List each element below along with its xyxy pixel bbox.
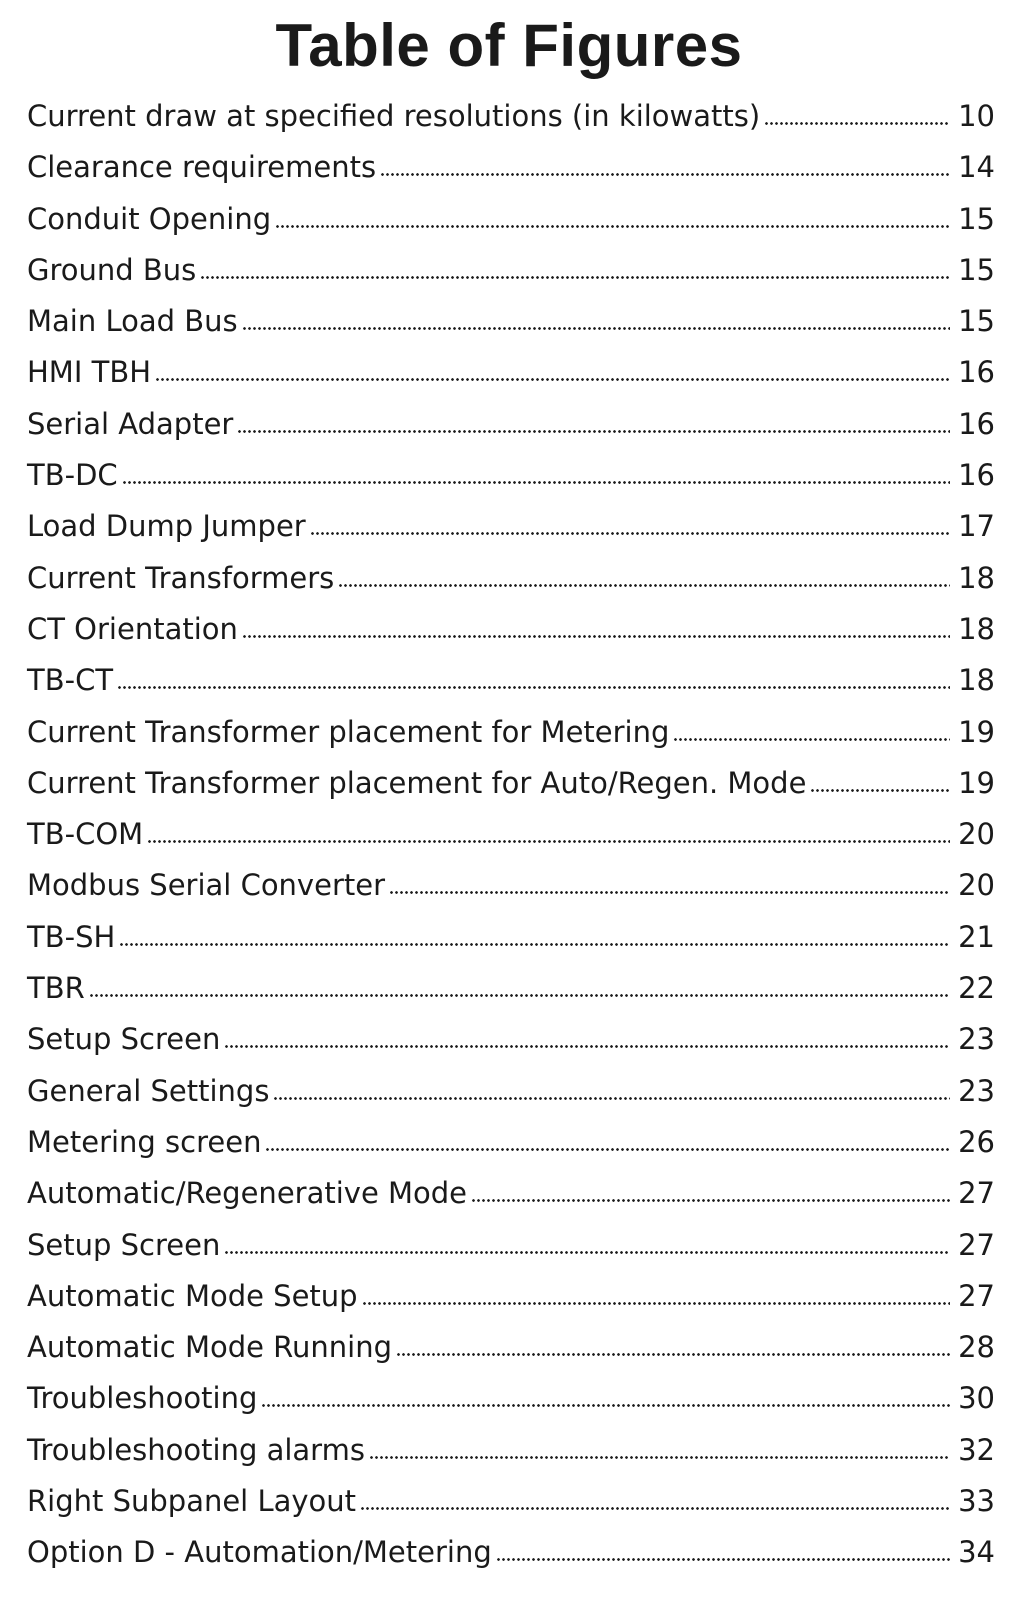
- dot-leader: [389, 889, 950, 896]
- toc-entry[interactable]: [27, 296, 995, 347]
- toc-entry-page-number: 10: [958, 99, 995, 133]
- toc-entry-page-number: 33: [958, 1484, 995, 1519]
- toc-entry-page-number: 16: [958, 355, 995, 390]
- toc-entry-page-number: 16: [958, 406, 995, 441]
- toc-entry[interactable]: [27, 1220, 995, 1271]
- dot-leader: [471, 1197, 950, 1204]
- toc-entry[interactable]: [27, 399, 995, 450]
- toc-entry-label: Setup Screen: [27, 1022, 221, 1057]
- toc-entry-page-number: 18: [958, 663, 995, 698]
- toc-entry[interactable]: [27, 758, 995, 809]
- toc-entry[interactable]: [27, 142, 995, 193]
- dot-leader: [122, 479, 950, 486]
- toc-entry-label: Troubleshooting: [27, 1381, 258, 1416]
- dot-leader: [261, 1402, 950, 1409]
- toc-entry-page-number: 27: [958, 1278, 995, 1313]
- toc-entry-page-number: 32: [958, 1432, 995, 1467]
- toc-entry-page-number: 19: [958, 765, 995, 800]
- toc-entry[interactable]: [27, 963, 995, 1014]
- toc-entry[interactable]: [27, 809, 995, 860]
- toc-entry-page-number: 19: [958, 714, 995, 749]
- toc-entry[interactable]: [27, 1117, 995, 1168]
- toc-entry-page-number: 14: [958, 150, 995, 185]
- dot-leader: [338, 582, 950, 589]
- toc-entry-page-number: 15: [958, 304, 995, 339]
- toc-entry[interactable]: [27, 1476, 995, 1527]
- dot-leader: [396, 1351, 950, 1358]
- toc-entry[interactable]: [27, 194, 995, 245]
- table-of-figures-list: [27, 91, 995, 1579]
- toc-entry[interactable]: [27, 655, 995, 706]
- dot-leader: [673, 736, 950, 743]
- toc-entry[interactable]: [27, 860, 995, 911]
- dot-leader: [380, 171, 950, 178]
- dot-leader: [242, 633, 950, 640]
- dot-leader: [147, 838, 950, 845]
- toc-entry-label: Ground Bus: [27, 252, 197, 287]
- toc-entry-label: Automatic/Regenerative Mode: [27, 1176, 468, 1211]
- toc-entry[interactable]: [27, 91, 995, 142]
- toc-entry[interactable]: [27, 1425, 995, 1476]
- toc-entry[interactable]: [27, 450, 995, 501]
- toc-entry[interactable]: [27, 1168, 995, 1219]
- toc-entry[interactable]: [27, 604, 995, 655]
- toc-entry[interactable]: [27, 245, 995, 296]
- toc-entry-page-number: 28: [958, 1330, 995, 1365]
- dot-leader: [764, 120, 950, 127]
- toc-entry-label: Troubleshooting alarms: [27, 1432, 365, 1467]
- toc-entry-page-number: 21: [958, 919, 995, 954]
- dot-leader: [200, 274, 950, 281]
- toc-entry-label: TB-CT: [27, 663, 114, 698]
- dot-leader: [369, 1454, 950, 1461]
- toc-entry-label: TB-COM: [27, 817, 144, 852]
- dot-leader: [89, 992, 950, 999]
- toc-entry-page-number: 18: [958, 560, 995, 595]
- dot-leader: [155, 376, 950, 383]
- dot-leader: [310, 530, 950, 537]
- toc-entry-label: Right Subpanel Layout: [27, 1484, 357, 1519]
- toc-entry-page-number: 34: [958, 1535, 995, 1570]
- toc-entry-label: Conduit Opening: [27, 201, 272, 236]
- toc-entry[interactable]: [27, 1271, 995, 1322]
- dot-leader: [273, 1095, 950, 1102]
- toc-entry[interactable]: [27, 1527, 995, 1578]
- toc-entry-page-number: 30: [958, 1381, 995, 1416]
- toc-entry-label: Current draw at specified resolutions (in kilowatts): [27, 99, 761, 133]
- toc-entry-page-number: 23: [958, 1073, 995, 1108]
- dot-leader: [275, 223, 950, 230]
- toc-entry-page-number: 23: [958, 1022, 995, 1057]
- toc-entry[interactable]: [27, 1066, 995, 1117]
- page-title: Table of Figures: [275, 12, 743, 79]
- dot-leader: [117, 684, 950, 691]
- dot-leader: [224, 1043, 950, 1050]
- toc-entry[interactable]: [27, 347, 995, 398]
- toc-entry-page-number: 20: [958, 868, 995, 903]
- toc-entry-page-number: 27: [958, 1227, 995, 1262]
- toc-entry-page-number: 20: [958, 817, 995, 852]
- toc-entry-label: Modbus Serial Converter: [27, 868, 385, 903]
- toc-entry-label: TBR: [27, 971, 85, 1006]
- toc-entry-label: HMI TBH: [27, 355, 152, 390]
- dot-leader: [242, 325, 950, 332]
- dot-leader: [119, 941, 950, 948]
- toc-entry-label: Current Transformer placement for Auto/Regen. Mode: [27, 765, 807, 800]
- toc-entry-label: CT Orientation: [27, 611, 238, 646]
- toc-entry[interactable]: [27, 1014, 995, 1065]
- toc-entry-page-number: 18: [958, 611, 995, 646]
- dot-leader: [265, 1146, 950, 1153]
- toc-entry[interactable]: [27, 1322, 995, 1373]
- dot-leader: [810, 787, 950, 794]
- dot-leader: [224, 1249, 950, 1256]
- toc-entry-page-number: 27: [958, 1176, 995, 1211]
- toc-entry-label: Automatic Mode Setup: [27, 1278, 358, 1313]
- toc-entry-page-number: 26: [958, 1124, 995, 1159]
- toc-entry[interactable]: [27, 501, 995, 552]
- dot-leader: [360, 1505, 950, 1512]
- dot-leader: [496, 1556, 950, 1563]
- toc-entry-label: Current Transformers: [27, 560, 335, 595]
- toc-entry[interactable]: [27, 1373, 995, 1424]
- toc-entry-label: Metering screen: [27, 1124, 262, 1159]
- dot-leader: [237, 428, 950, 435]
- toc-entry[interactable]: [27, 553, 995, 604]
- toc-entry-page-number: 16: [958, 458, 995, 493]
- toc-entry-page-number: 15: [958, 201, 995, 236]
- toc-entry-label: TB-DC: [27, 458, 118, 493]
- toc-entry-label: TB-SH: [27, 919, 116, 954]
- toc-entry[interactable]: [27, 912, 995, 963]
- toc-entry-page-number: 17: [958, 509, 995, 544]
- toc-entry-label: Main Load Bus: [27, 304, 238, 339]
- dot-leader: [362, 1300, 951, 1307]
- toc-entry-page-number: 22: [958, 971, 995, 1006]
- toc-entry-label: Current Transformer placement for Metering: [27, 714, 670, 749]
- toc-entry-label: General Settings: [27, 1073, 270, 1108]
- toc-entry-label: Clearance requirements: [27, 150, 377, 185]
- toc-entry-label: Automatic Mode Running: [27, 1330, 393, 1365]
- toc-entry-label: Setup Screen: [27, 1227, 221, 1262]
- toc-entry[interactable]: [27, 707, 995, 758]
- toc-entry-label: Option D - Automation/Metering: [27, 1535, 492, 1570]
- toc-entry-label: Load Dump Jumper: [27, 509, 306, 544]
- toc-entry-label: Serial Adapter: [27, 406, 234, 441]
- toc-entry-page-number: 15: [958, 252, 995, 287]
